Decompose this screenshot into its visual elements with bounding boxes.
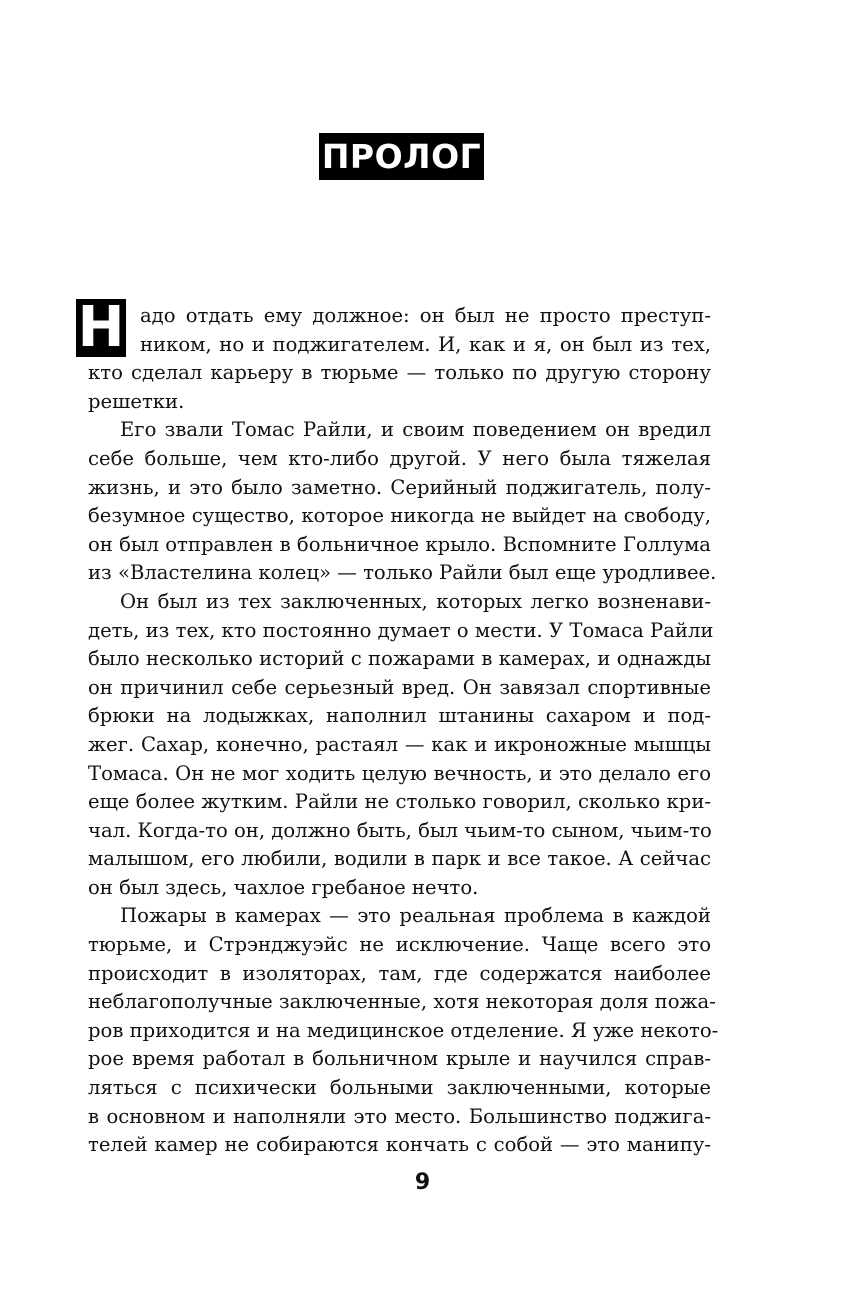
body-text bbox=[88, 302, 719, 1160]
text-line: Его звали Томас Райли, и своим поведением он вредил bbox=[120, 418, 711, 442]
text-line: еще более жутким. Райли не столько говорил, сколько кри- bbox=[88, 790, 711, 814]
text-line: происходит в изоляторах, там, где содержатся наиболее bbox=[88, 961, 711, 985]
text-line: брюки на лодыжках, наполнил штанины сахаром и под- bbox=[88, 704, 711, 728]
text-line: он был здесь, чахлое гребаное нечто. bbox=[88, 875, 479, 899]
text-line: безумное существо, которое никогда не выйдет на свободу, bbox=[88, 504, 711, 528]
text-line: он был отправлен в больничное крыло. Вспомните Голлума bbox=[88, 532, 711, 556]
text-line: кто сделал карьеру в тюрьме — только по другую сторону bbox=[88, 361, 711, 385]
text-line: Он был из тех заключенных, которых легко возненави- bbox=[120, 589, 711, 613]
text-line: ляться с психически больными заключенными, которые bbox=[88, 1076, 711, 1100]
text-line: он причинил себе серьезный вред. Он завязал спортивные bbox=[88, 675, 711, 699]
text-line: жег. Сахар, конечно, растаял — как и икроножные мышцы bbox=[88, 732, 711, 756]
text-line: из «Властелина колец» — только Райли был еще уродливее. bbox=[88, 561, 717, 585]
paragraph bbox=[88, 416, 717, 588]
text-line: неблагополучные заключенные, хотя некоторая доля пожа- bbox=[88, 990, 716, 1014]
text-line: жизнь, и это было заметно. Серийный поджигатель, полу- bbox=[88, 475, 711, 499]
text-line: ником, но и поджигателем. И, как и я, он был из тех, bbox=[140, 332, 711, 356]
text-line: себе больше, чем кто-либо другой. У него была тяжелая bbox=[88, 446, 711, 470]
paragraph bbox=[88, 588, 714, 903]
text-line: адо отдать ему должное: он был не просто преступ- bbox=[140, 304, 711, 327]
text-line: чал. Когда-то он, должно быть, был чьим-то сыном, чьим-то bbox=[88, 818, 712, 842]
text-line: в основном и наполняли это место. Большинство поджига- bbox=[88, 1104, 711, 1128]
paragraph bbox=[88, 302, 711, 416]
text-line: Томаса. Он не мог ходить целую вечность, и это делало его bbox=[88, 761, 711, 785]
page-number: 9 bbox=[414, 1170, 431, 1195]
paragraph bbox=[88, 902, 719, 1159]
text-line: ров приходится и на медицинское отделение. Я уже некото- bbox=[88, 1018, 719, 1042]
text-line: тюрьме, и Стрэнджуэйс не исключение. Чаще всего это bbox=[88, 933, 711, 957]
text-line: деть, из тех, кто постоянно думает о мести. У Томаса Райли bbox=[88, 618, 714, 642]
text-line: было несколько историй с пожарами в камерах, и однажды bbox=[88, 647, 711, 671]
text-line: решетки. bbox=[88, 389, 185, 413]
text-line: телей камер не собираются кончать с собой — это манипу- bbox=[88, 1133, 711, 1157]
chapter-title: ПРОЛОГ bbox=[319, 133, 484, 180]
text-line: малышом, его любили, водили в парк и все такое. А сейчас bbox=[88, 847, 711, 871]
text-line: Пожары в камерах — это реальная проблема в каждой bbox=[120, 904, 711, 928]
drop-cap: Н bbox=[77, 295, 125, 360]
text-line: рое время работал в больничном крыле и научился справ- bbox=[88, 1047, 711, 1071]
